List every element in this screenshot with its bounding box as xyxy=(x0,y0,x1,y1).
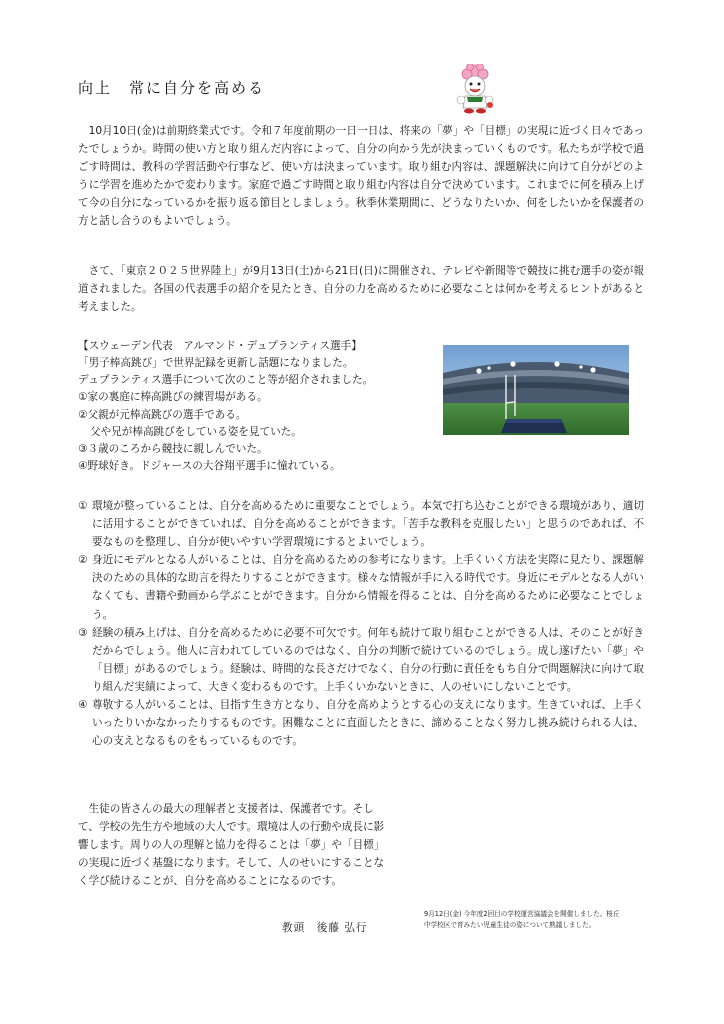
closing-paragraph: 生徒の皆さんの最大の理解者と支援者は、保護者です。そして、学校の先生方や地域の大人です。環境は人の行動や成長に影響します。周りの人の理解と協力を得ることは「夢」や「目標」の実現に近づく基盤になります。そして、人のせいにすることなく学び続けることが、自分を高めることになるのです。 xyxy=(78,803,385,888)
photo-caption: 9月12日(金) 今年度2回目の学校運営協議会を開催しました。桜丘中学校区で育みたい児童生徒の姿について熟議しました。 xyxy=(424,910,620,929)
athlete-fact-line: ①家の裏庭に棒高跳びの練習場がある。 xyxy=(78,391,268,404)
list-text: 環境が整っていることは、自分を高めるために重要なことでしょう。本気で打ち込むことができる環境があり、適切に活用することができていれば、自分を高めることができます。「苦手な教科を克服したい」と思うのであれば、不要なものを整理し、自分が使いやすい学習環境にするとよいでしょう。 xyxy=(92,500,644,549)
athlete-fact-line: 父や兄が棒高跳びをしている姿を見ていた。 xyxy=(90,425,302,438)
list-item xyxy=(78,551,644,623)
list-text: 身近にモデルとなる人がいることは、自分を高めるための参考になります。上手くいく方法を実際に見たり、課題解決のための具体的な助言を得たりすることができます。様々な情報が手に入る時代です。身近にモデルとなる人がいなくても、書籍や動画から学ぶことができます。自分から情報を得ることは、自分を高めるために必要なことでしょう。 xyxy=(92,554,644,621)
list-item xyxy=(78,624,644,696)
school-mascot xyxy=(452,64,498,114)
list-item xyxy=(78,696,644,750)
list-text: 経験の積み上げは、自分を高めるために必要不可欠です。何年も続けて取り組むことができる人は、そのことが好きだからでしょう。他人に言われてしているのではなく、自分の判断で続けているのでしょう。成し遂げたい「夢」や「目標」があるのでしょう。経験は、時間的な長さだけでなく、自分の行動に責任をもち自分で問題解決に向けて取り組んだ実績によって、大きく変わるものです。上手くいかないときに、人のせいにしないことです。 xyxy=(92,626,644,693)
key-points-list xyxy=(78,497,644,750)
list-item xyxy=(78,497,644,551)
author-signature: 教頭 後藤 弘行 xyxy=(282,922,368,934)
athlete-fact-line: 「男子棒高跳び」で世界記録を更新し話題になりました。 xyxy=(78,357,354,369)
athlete-fact-line: ③３歳のころから競技に親しんでいた。 xyxy=(78,443,268,456)
intro-paragraph: 10月10日(金)は前期終業式です。令和７年度前期の一日一日は、将来の「夢」や「目標」の実現に近づく日々であったでしょうか。時間の使い方と取り組んだ内容によって、自分の向かう先が決まっていくものです。私たちが学校で過ごす時間は、教科の学習活動や行事など、使い方は決まっています。取り組む内容は、課題解決に向けて自分がどのように学習を進めたかで変わります。家庭で過ごす時間と取り組む内容は自分で決めています。これまでに何を積み上げて今の自分になっているかを振り返る節目としましょう。秋季休業期間に、どうなりたいか、何をしたいかを保護者の方と話し合うのもよいでしょう。 xyxy=(78,125,644,227)
list-number: ④ xyxy=(78,699,88,712)
list-text: 尊敬する人がいることは、目指す生き方となり、自分を高めようとする心の支えになります。生きていれば、上手くいったりいかなかったりするものです。困難なことに直面したときに、諦めることなく努力し挑み続けられる人は、心の支えとなるものをもっているものです。 xyxy=(92,699,644,748)
athlete-fact-line: ②父親が元棒高跳びの選手である。 xyxy=(78,408,247,421)
athlete-fact-line: ④野球好き。ドジャースの大谷翔平選手に憧れている。 xyxy=(78,460,341,473)
page-title: 向上 常に自分を高める xyxy=(78,79,266,97)
athlete-fact-line: デュプランティス選手について次のこと等が紹介されました。 xyxy=(78,374,374,387)
stadium-photo xyxy=(443,345,629,435)
athlete-facts xyxy=(78,355,438,475)
world-athletics-paragraph: さて、「東京２０２５世界陸上」が9月13日(土)から21日(日)に開催され、テレビや新聞等で競技に挑む選手の姿が報道されました。各国の代表選手の紹介を見たとき、自分の力を高めるために必要なことは何かを考えるヒントがあると考えました。 xyxy=(78,265,644,313)
list-number: ① xyxy=(78,500,88,512)
list-number: ③ xyxy=(78,626,88,639)
athlete-heading: 【スウェーデン代表 アルマンド・デュプランティス選手】 xyxy=(78,340,362,352)
list-number: ② xyxy=(78,554,88,567)
